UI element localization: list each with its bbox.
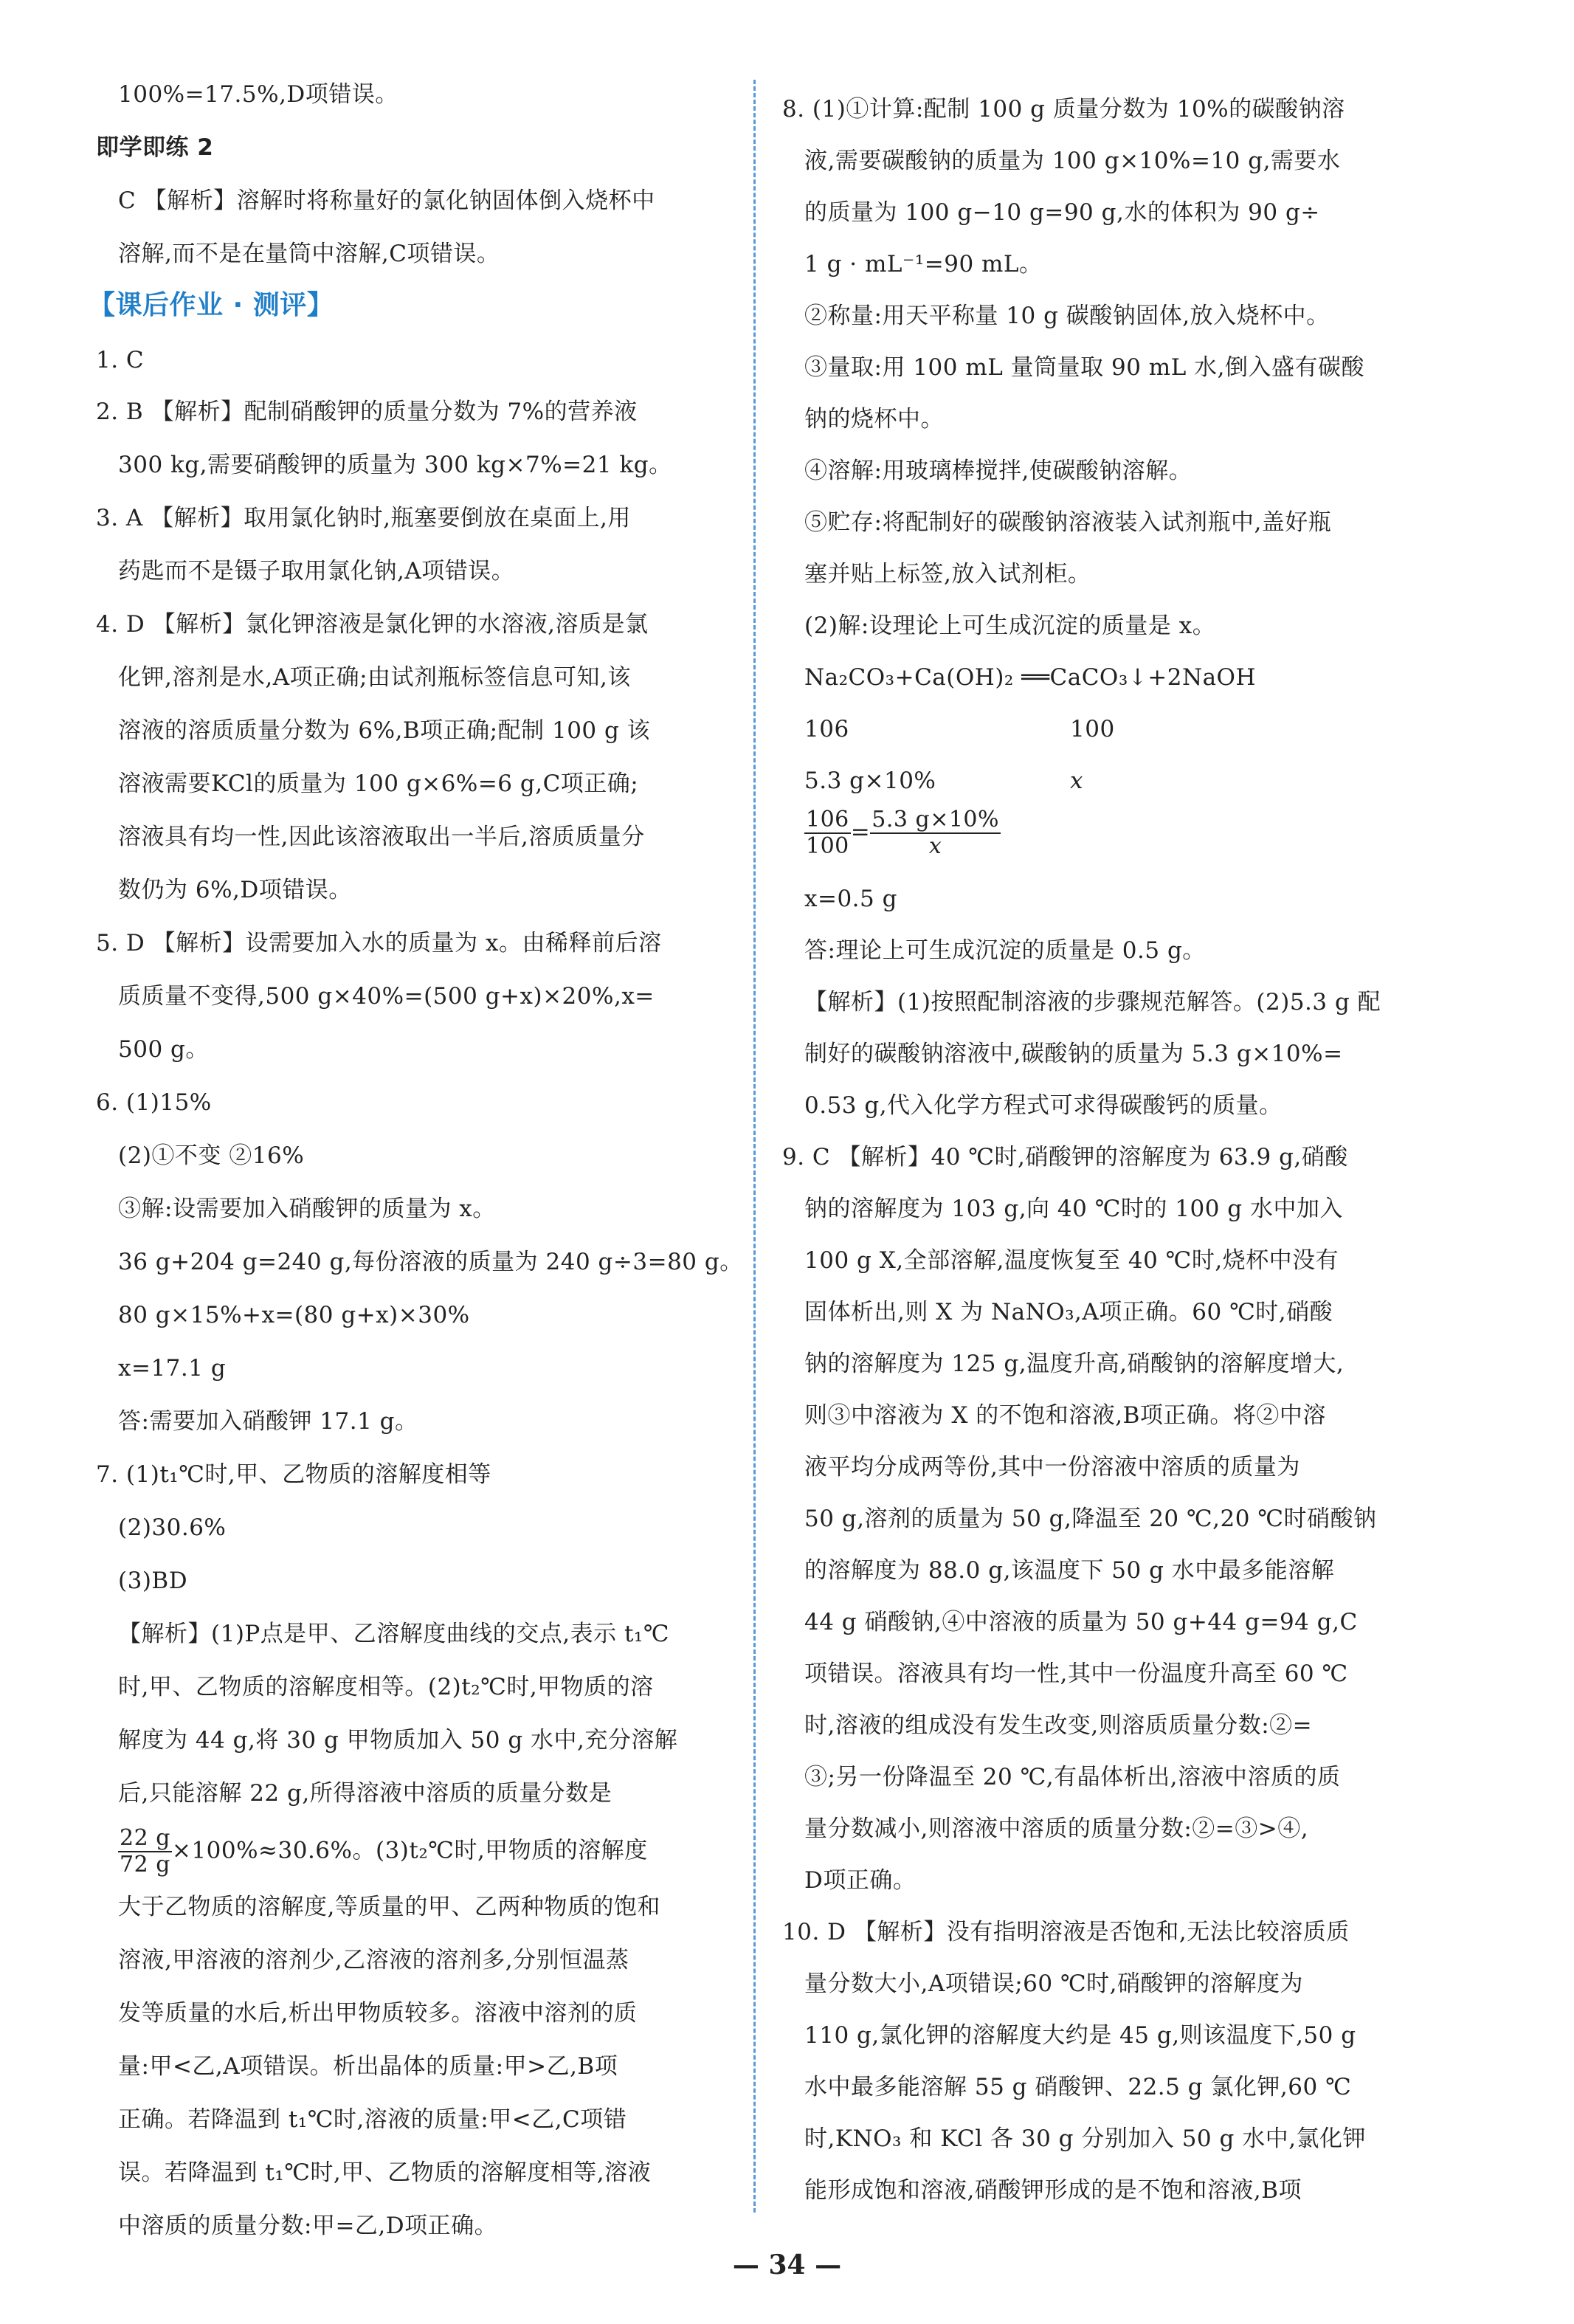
answer-5: 5. D 【解析】设需要加入水的质量为 x。由稀释前后溶 bbox=[96, 930, 662, 956]
text-line: ③量取:用 100 mL 量筒量取 90 mL 水,倒入盛有碳酸 bbox=[804, 354, 1364, 381]
answer-1: 1. C bbox=[96, 347, 145, 373]
text-line: 【解析】(1)P点是甲、乙溶解度曲线的交点,表示 t₁℃ bbox=[118, 1621, 670, 1647]
answer-3: 3. A 【解析】取用氯化钠时,瓶塞要倒放在桌面上,用 bbox=[96, 505, 631, 531]
text-line: 大于乙物质的溶解度,等质量的甲、乙两种物质的饱和 bbox=[118, 1894, 660, 1920]
text-line: 36 g+204 g=240 g,每份溶液的质量为 240 g÷3=80 g。 bbox=[118, 1249, 743, 1275]
text-line: 100%=17.5%,D项错误。 bbox=[118, 81, 398, 108]
answer-7: 7. (1)t₁℃时,甲、乙物质的溶解度相等 bbox=[96, 1461, 491, 1488]
section-heading-practice: 即学即练 2 bbox=[96, 134, 214, 161]
section-heading-homework: 【课后作业 · 测评】 bbox=[89, 290, 334, 320]
text-line: 答:理论上可生成沉淀的质量是 0.5 g。 bbox=[804, 937, 1206, 964]
text-line: 制好的碳酸钠溶液中,碳酸钠的质量为 5.3 g×10%= bbox=[804, 1041, 1343, 1067]
chemical-equation: Na₂CO₃+Ca(OH)₂ ══CaCO₃↓+2NaOH bbox=[804, 664, 1257, 691]
text-line: 时,溶液的组成没有发生改变,则溶质质量分数:②= bbox=[804, 1712, 1313, 1739]
equation-coefficient: 100 bbox=[1070, 716, 1115, 742]
text-line: 300 kg,需要硝酸钾的质量为 300 kg×7%=21 kg。 bbox=[118, 452, 672, 478]
text-line: 后,只能溶解 22 g,所得溶液中溶质的质量分数是 bbox=[118, 1780, 612, 1807]
text-line: 110 g,氯化钾的溶解度大约是 45 g,则该温度下,50 g bbox=[804, 2022, 1356, 2049]
text-line: 解度为 44 g,将 30 g 甲物质加入 50 g 水中,充分溶解 bbox=[118, 1727, 678, 1754]
text-line: 数仍为 6%,D项错误。 bbox=[118, 877, 352, 903]
text-line: ③解:设需要加入硝酸钾的质量为 x。 bbox=[118, 1196, 496, 1222]
text-line: ③;另一份降温至 20 ℃,有晶体析出,溶液中溶质的质 bbox=[804, 1764, 1341, 1790]
text-line: 中溶质的质量分数:甲=乙,D项正确。 bbox=[118, 2213, 498, 2239]
text-line: 量分数大小,A项错误;60 ℃时,硝酸钾的溶解度为 bbox=[804, 1970, 1304, 1997]
fraction-numerator: 22 g bbox=[120, 1825, 170, 1851]
text-line: (3)BD bbox=[118, 1568, 188, 1594]
text-line: 项错误。溶液具有均一性,其中一份温度升高至 60 ℃ bbox=[804, 1661, 1348, 1687]
text-line: 水中最多能溶解 55 g 硝酸钾、22.5 g 氯化钾,60 ℃ bbox=[804, 2074, 1352, 2100]
text-line: 塞并贴上标签,放入试剂柜。 bbox=[804, 561, 1091, 587]
text-line: 1 g · mL⁻¹=90 mL。 bbox=[804, 251, 1043, 277]
page-number: — 34 — bbox=[732, 2249, 842, 2280]
fraction bbox=[870, 807, 1001, 859]
text-line: 【解析】(1)按照配制溶液的步骤规范解答。(2)5.3 g 配 bbox=[804, 989, 1381, 1016]
text-line: ④溶解:用玻璃棒搅拌,使碳酸钠溶解。 bbox=[804, 458, 1192, 484]
equation-value: x bbox=[1070, 768, 1083, 794]
text-line: 则③中溶液为 X 的不饱和溶液,B项正确。将②中溶 bbox=[804, 1402, 1326, 1429]
text-line: 量分数减小,则溶液中溶质的质量分数:②=③>④, bbox=[804, 1816, 1309, 1842]
answer-2: 2. B 【解析】配制硝酸钾的质量分数为 7%的营养液 bbox=[96, 399, 638, 425]
fraction-equation: $\frac{106}{100}$ = $\frac{5.3 g\times 10\%}{x}$ bbox=[806, 807, 1000, 859]
fraction-numerator: 106 bbox=[806, 807, 849, 832]
text-line: 的质量为 100 g−10 g=90 g,水的体积为 90 g÷ bbox=[804, 199, 1320, 226]
text-line: 质质量不变得,500 g×40%=(500 g+x)×20%,x= bbox=[118, 983, 655, 1010]
fraction-line bbox=[118, 1826, 648, 1878]
text-line: 溶液具有均一性,因此该溶液取出一半后,溶质质量分 bbox=[118, 824, 645, 850]
fraction bbox=[804, 807, 851, 859]
text-line: (2)30.6% bbox=[118, 1514, 227, 1541]
equation-coefficient: 106 bbox=[804, 716, 849, 742]
text-line: 时,甲、乙物质的溶解度相等。(2)t₂℃时,甲物质的溶 bbox=[118, 1674, 654, 1700]
text-line: 钠的溶解度为 125 g,温度升高,硝酸钠的溶解度增大, bbox=[804, 1351, 1345, 1377]
text-line: C 【解析】溶解时将称量好的氯化钠固体倒入烧杯中 bbox=[118, 187, 655, 214]
answer-4: 4. D 【解析】氯化钾溶液是氯化钾的水溶液,溶质是氯 bbox=[96, 611, 649, 638]
fraction-denominator: x bbox=[928, 833, 942, 859]
answer-8: 8. (1)①计算:配制 100 g 质量分数为 10%的碳酸钠溶 bbox=[782, 96, 1345, 123]
text-line: 0.53 g,代入化学方程式可求得碳酸钙的质量。 bbox=[804, 1092, 1283, 1119]
text-line: 溶解,而不是在量筒中溶解,C项错误。 bbox=[118, 241, 500, 267]
text-line: 化钾,溶剂是水,A项正确;由试剂瓶标签信息可知,该 bbox=[118, 664, 631, 691]
text-line: 的溶解度为 88.0 g,该温度下 50 g 水中最多能溶解 bbox=[804, 1557, 1335, 1584]
text-line: 时,KNO₃ 和 KCl 各 30 g 分别加入 50 g 水中,氯化钾 bbox=[804, 2125, 1367, 2152]
fraction-denominator: 100 bbox=[806, 833, 849, 859]
text-line: ⑤贮存:将配制好的碳酸钠溶液装入试剂瓶中,盖好瓶 bbox=[804, 509, 1332, 536]
text-line: 液,需要碳酸钠的质量为 100 g×10%=10 g,需要水 bbox=[804, 148, 1341, 174]
text-line: 溶液,甲溶液的溶剂少,乙溶液的溶剂多,分别恒温蒸 bbox=[118, 1947, 629, 1973]
column-divider bbox=[753, 80, 756, 2213]
text-line: 液平均分成两等份,其中一份溶液中溶质的质量为 bbox=[804, 1454, 1300, 1480]
answer-10: 10. D 【解析】没有指明溶液是否饱和,无法比较溶质质 bbox=[782, 1919, 1350, 1945]
text-line: 答:需要加入硝酸钾 17.1 g。 bbox=[118, 1408, 418, 1435]
text-line: 500 g。 bbox=[118, 1036, 209, 1063]
text-line: ②称量:用天平称量 10 g 碳酸钠固体,放入烧杯中。 bbox=[804, 303, 1330, 329]
text-line: (2)解:设理论上可生成沉淀的质量是 x。 bbox=[804, 613, 1216, 639]
text-line: 100 g X,全部溶解,温度恢复至 40 ℃时,烧杯中没有 bbox=[804, 1247, 1339, 1274]
text-line: 量:甲<乙,A项错误。析出晶体的质量:甲>乙,B项 bbox=[118, 2053, 618, 2080]
fraction bbox=[118, 1826, 172, 1878]
text-line: 钠的溶解度为 103 g,向 40 ℃时的 100 g 水中加入 bbox=[804, 1196, 1343, 1222]
text-line: 溶液需要KCl的质量为 100 g×6%=6 g,C项正确; bbox=[118, 770, 639, 797]
equation-value: 5.3 g×10% bbox=[804, 768, 936, 794]
fraction-numerator: 5.3 g×10% bbox=[871, 807, 1000, 832]
text-line: 44 g 硝酸钠,④中溶液的质量为 50 g+44 g=94 g,C bbox=[804, 1609, 1358, 1635]
text-line: 误。若降温到 t₁℃时,甲、乙物质的溶解度相等,溶液 bbox=[118, 2159, 652, 2186]
answer-9: 9. C 【解析】40 ℃时,硝酸钾的溶解度为 63.9 g,硝酸 bbox=[782, 1144, 1348, 1170]
text-line: D项正确。 bbox=[804, 1867, 917, 1894]
fraction-denominator: 72 g bbox=[120, 1852, 170, 1878]
text-line: x=17.1 g bbox=[118, 1355, 227, 1382]
text-line: 固体析出,则 X 为 NaNO₃,A项正确。60 ℃时,硝酸 bbox=[804, 1299, 1333, 1325]
text-line: 50 g,溶剂的质量为 50 g,降温至 20 ℃,20 ℃时硝酸钠 bbox=[804, 1506, 1377, 1532]
text-line: 钠的烧杯中。 bbox=[804, 406, 944, 432]
answer-6: 6. (1)15% bbox=[96, 1089, 212, 1116]
text-line: ×100%≈30.6%。(3)t₂℃时,甲物质的溶解度 bbox=[171, 1837, 648, 1864]
text-line: 80 g×15%+x=(80 g+x)×30% bbox=[118, 1302, 470, 1328]
text-line: 溶液的溶质质量分数为 6%,B项正确;配制 100 g 该 bbox=[118, 717, 651, 744]
text-line: x=0.5 g bbox=[804, 886, 897, 912]
text-line: (2)①不变 ②16% bbox=[118, 1142, 305, 1169]
text-line: 药匙而不是镊子取用氯化钠,A项错误。 bbox=[118, 558, 515, 585]
text-line: 发等质量的水后,析出甲物质较多。溶液中溶剂的质 bbox=[118, 2000, 638, 2027]
text-line: 正确。若降温到 t₁℃时,溶液的质量:甲<乙,C项错 bbox=[118, 2106, 627, 2133]
text-line: 能形成饱和溶液,硝酸钾形成的是不饱和溶液,B项 bbox=[804, 2177, 1302, 2204]
